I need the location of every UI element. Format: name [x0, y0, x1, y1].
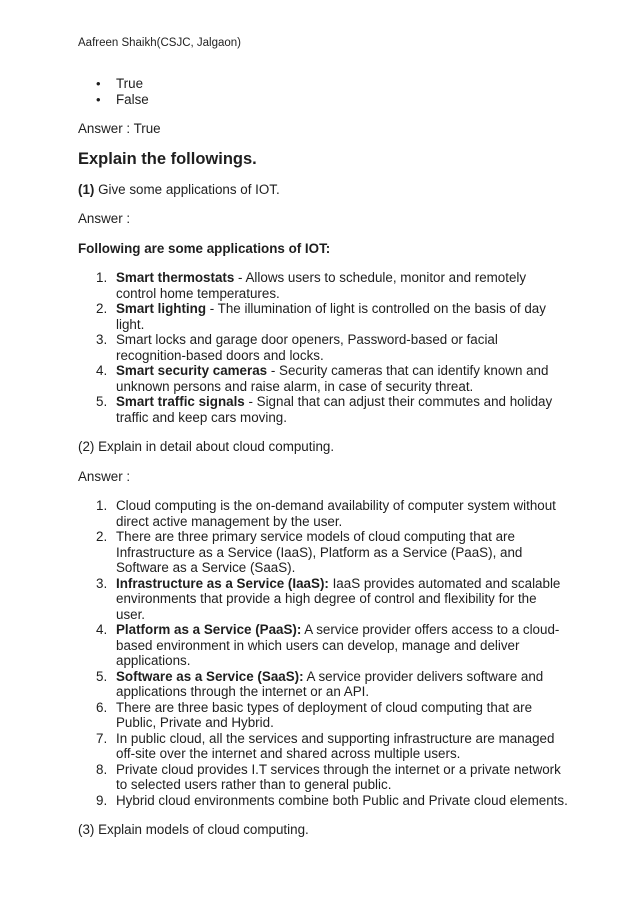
cloud-item-term: Platform as a Service (PaaS): [116, 622, 302, 637]
app-item-term: Smart traffic signals [116, 394, 245, 409]
cloud-item [96, 792, 568, 809]
cloud-item [96, 622, 568, 669]
cloud-item-text: There are three primary service models of cloud computing that are Infrastructure as a Service (IaaS), Platform as a Service (PaaS), and Software as a Service (SaaS). [116, 529, 523, 575]
app-item-term: Smart security cameras [116, 363, 268, 378]
question-1-text: Give some applications of IOT. [94, 181, 280, 197]
cloud-item-number: 7. [96, 730, 108, 746]
answer-options-list [78, 76, 568, 107]
app-item-text: - Signal that can adjust their commutes and holiday traffic and keep cars moving. [116, 394, 553, 425]
app-item-number: 4. [96, 363, 108, 378]
page-header-author: Aafreen Shaikh(CSJC, Jalgaon) [78, 37, 241, 49]
question-2: (2) Explain in detail about cloud computing. [78, 439, 335, 454]
document-body [78, 76, 568, 838]
option-item: • True [116, 76, 568, 92]
cloud-item-number: 3. [96, 575, 108, 591]
app-item-number: 3. [96, 332, 108, 347]
cloud-item [96, 529, 568, 576]
question-1-number: (1) [78, 181, 95, 197]
app-item-text: Smart locks and garage door openers, Password-based or facial recognition-based doors and locks. [116, 332, 498, 363]
cloud-item-text: Hybrid cloud environments combine both Public and Private cloud elements. [116, 792, 568, 808]
app-item-text: - Security cameras that can identify known and unknown persons and raise alarm, in case of security threat. [116, 363, 549, 394]
app-item [96, 270, 568, 301]
cloud-item-text: A service provider delivers software and applications through the internet or an API. [116, 668, 544, 699]
app-item-term: Smart lighting [116, 301, 207, 316]
cloud-item-text: There are three basic types of deployment of cloud computing that are Public, Private and Hybrid. [116, 699, 533, 730]
cloud-item-number: 6. [96, 699, 108, 715]
question-1 [78, 182, 568, 198]
app-item-number: 1. [96, 270, 108, 285]
cloud-item-number: 8. [96, 761, 108, 777]
cloud-item-text: IaaS provides automated and scalable environments that provide a high degree of control and flexibility for the user. [116, 575, 561, 622]
question-3: (3) Explain models of cloud computing. [78, 822, 309, 837]
cloud-item [96, 761, 568, 793]
answer-2-label: Answer : [78, 468, 131, 484]
app-item [96, 394, 568, 425]
app-item-text: - Allows users to schedule, monitor and remotely control home temperatures. [116, 270, 527, 301]
answer-true: Answer : True [78, 121, 161, 136]
cloud-item [96, 730, 568, 762]
section-heading: Explain the followings. [78, 149, 257, 168]
app-item-number: 5. [96, 394, 108, 409]
cloud-item-text: A service provider offers access to a cloud-based environment in which users can develop, manage and deliver applications. [116, 622, 560, 668]
app-item-term: Smart thermostats [116, 270, 235, 285]
cloud-item-text: Private cloud provides I.T services through the internet or a private network to selected users rather than to general public. [116, 761, 561, 792]
cloud-item-term: Software as a Service (SaaS): [116, 668, 304, 684]
cloud-item [96, 498, 568, 529]
cloud-item-number: 1. [96, 498, 108, 513]
cloud-item [96, 575, 568, 623]
cloud-item-text: In public cloud, all the services and supporting infrastructure are managed off-site over the internet and shared across multiple users. [116, 730, 555, 761]
app-item [96, 301, 568, 332]
cloud-item [96, 668, 568, 700]
cloud-item-number: 9. [96, 792, 108, 808]
app-item-number: 2. [96, 301, 108, 316]
app-item [96, 363, 568, 394]
cloud-item-number: 4. [96, 622, 108, 637]
iot-applications-list [78, 270, 568, 425]
applications-heading: Following are some applications of IOT: [78, 240, 331, 256]
answer-1-label: Answer : [78, 211, 131, 226]
cloud-item-term: Infrastructure as a Service (IaaS): [116, 575, 329, 591]
app-item-text: - The illumination of light is controlled on the basis of day light. [116, 301, 546, 332]
cloud-item [96, 699, 568, 731]
option-item: • False [116, 92, 568, 108]
cloud-item-text: Cloud computing is the on-demand availability of computer system without direct active management by the user. [116, 498, 556, 529]
app-item [96, 332, 568, 363]
cloud-item-number: 5. [96, 668, 108, 684]
cloud-computing-list [78, 498, 568, 808]
cloud-item-number: 2. [96, 529, 108, 544]
